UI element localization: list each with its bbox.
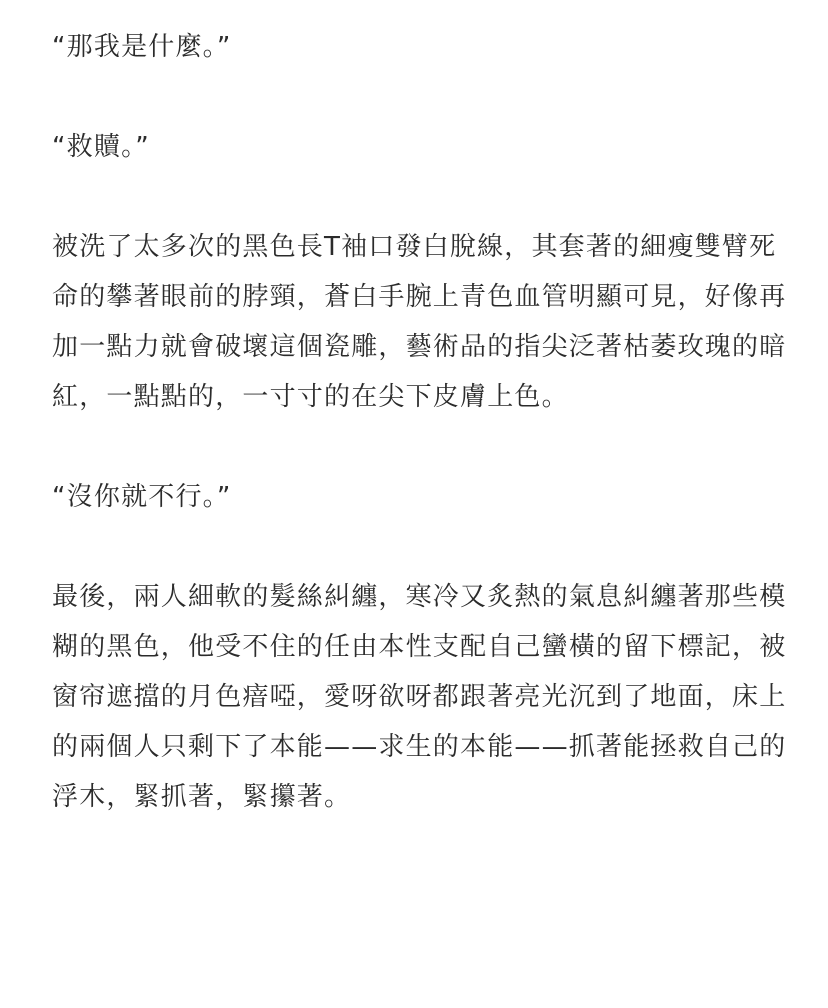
dialogue-line: “救贖。” (52, 132, 150, 162)
dialogue-line: “那我是什麼。” (52, 32, 232, 62)
narrative-paragraph: 被洗了太多次的黑色長T袖口發白脫線，其套著的細瘦雙臂死命的攀著眼前的脖頸，蒼白手腕上青色血管明顯可見，好像再加一點力就會破壞這個瓷雕，藝術品的指尖泛著枯萎玫瑰的暗紅，一點點的，一寸寸的在尖下皮膚上色。 (52, 232, 787, 412)
dialogue-line: “沒你就不行。” (52, 482, 232, 512)
narrative-paragraph: 最後，兩人細軟的髮絲糾纏，寒冷又炙熱的氣息糾纏著那些模糊的黑色，他受不住的任由本性支配自己蠻橫的留下標記，被窗帘遮擋的月色瘖啞，愛呀欲呀都跟著亮光沉到了地面，床上的兩個人只剩下了本能——求生的本能——抓著能拯救自己的浮木，緊抓著，緊攥著。 (52, 582, 787, 812)
